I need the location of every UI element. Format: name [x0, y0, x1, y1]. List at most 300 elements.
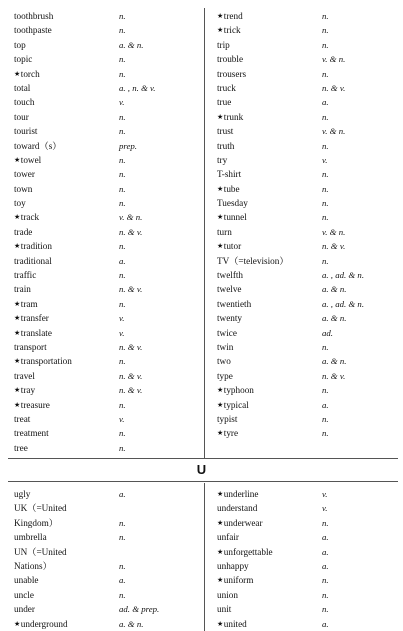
entry-word-text: truck	[217, 82, 236, 93]
entry-part-of-speech: n.	[322, 341, 329, 352]
entry-word	[217, 412, 237, 426]
vocab-entry	[14, 516, 202, 530]
star-marker-icon: ★	[217, 619, 224, 628]
entry-word	[14, 67, 40, 81]
vocab-entry	[217, 52, 397, 66]
vocab-entry	[217, 487, 397, 501]
vocab-entry	[217, 617, 397, 631]
entry-word-text: track	[20, 212, 40, 223]
vocab-entry	[14, 545, 202, 559]
entry-word-text: topic	[14, 54, 33, 65]
entry-word-text: traffic	[14, 270, 37, 281]
entry-part-of-speech: n.	[322, 68, 329, 79]
vocab-entry	[14, 311, 202, 325]
entry-part-of-speech: v.	[119, 313, 125, 324]
entry-word-text: T-shirt	[217, 169, 242, 180]
entry-part-of-speech: n.	[119, 532, 126, 543]
entry-word	[217, 167, 241, 181]
entry-word-text: twelfth	[217, 270, 244, 281]
entry-word-text: Nations）	[14, 560, 52, 571]
vocab-entry	[217, 426, 397, 440]
entry-part-of-speech: n.	[119, 111, 126, 122]
entry-part-of-speech: a.	[119, 255, 126, 266]
entry-word-text: ugly	[14, 489, 31, 499]
entry-word-text: travel	[14, 370, 35, 381]
vocab-entry	[217, 23, 397, 37]
entry-part-of-speech: n.	[119, 25, 126, 36]
entry-word-text: twin	[217, 341, 234, 352]
entry-word	[14, 268, 36, 282]
vocab-entry	[217, 588, 397, 602]
entry-word	[217, 426, 238, 440]
vocab-entry	[14, 182, 202, 196]
vocab-entry	[14, 254, 202, 268]
star-marker-icon: ★	[14, 213, 21, 222]
entry-word-text: type	[217, 370, 233, 381]
entry-word	[217, 153, 227, 167]
entry-word-text: tube	[223, 183, 240, 194]
star-marker-icon: ★	[14, 386, 21, 395]
vocab-entry	[217, 516, 397, 530]
entry-part-of-speech: a. & n.	[322, 284, 347, 295]
vocab-entry	[217, 340, 397, 354]
entry-part-of-speech: a.	[119, 489, 126, 499]
entry-part-of-speech: v.	[119, 97, 125, 108]
star-marker-icon: ★	[217, 12, 224, 20]
entry-part-of-speech: n.	[119, 356, 126, 367]
vocab-entry	[14, 282, 202, 296]
entry-word-text: Tuesday	[217, 198, 248, 209]
entry-part-of-speech: a. , n. & v.	[119, 82, 156, 93]
vocab-entry	[217, 153, 397, 167]
entry-word	[217, 38, 230, 52]
entry-part-of-speech: n.	[119, 54, 126, 65]
entry-word-text: transport	[14, 341, 47, 352]
entry-word-text: trunk	[223, 111, 244, 122]
star-marker-icon: ★	[217, 242, 224, 251]
vocab-entry	[14, 297, 202, 311]
entry-word	[217, 501, 257, 515]
entry-word	[217, 239, 241, 253]
entry-word-text: toward（s）	[14, 140, 62, 151]
entry-part-of-speech: v. & n.	[322, 126, 346, 137]
entry-word-text: tray	[20, 385, 36, 396]
entry-word-text: two	[217, 356, 231, 367]
entry-word	[217, 487, 258, 501]
vocab-entry	[217, 530, 397, 544]
star-marker-icon: ★	[217, 547, 224, 556]
entry-part-of-speech: a.	[322, 560, 329, 571]
entry-part-of-speech: n. & v.	[322, 82, 346, 93]
vocab-entry	[14, 52, 202, 66]
vocab-entry	[217, 95, 397, 109]
vocab-entry	[14, 412, 202, 426]
star-marker-icon: ★	[14, 242, 21, 251]
vocab-entry	[217, 81, 397, 95]
entry-word	[14, 559, 52, 573]
vocab-entry	[14, 617, 202, 631]
star-marker-icon: ★	[217, 429, 224, 438]
entry-part-of-speech: n.	[322, 212, 329, 223]
entry-part-of-speech: n.	[322, 111, 329, 122]
entry-part-of-speech: v. & n.	[322, 54, 346, 65]
u-words-right-column	[217, 487, 397, 631]
entry-word-text: trip	[217, 39, 230, 50]
entry-part-of-speech: a.	[322, 618, 329, 629]
entry-word-text: tradition	[20, 241, 52, 252]
entry-word	[14, 153, 41, 167]
entry-word	[217, 95, 231, 109]
entry-part-of-speech: ad. & prep.	[119, 604, 160, 615]
entry-part-of-speech: n.	[322, 385, 329, 396]
entry-word-text: tyre	[223, 428, 239, 439]
entry-word-text: unhappy	[217, 560, 249, 571]
entry-part-of-speech: v. & n.	[322, 226, 346, 237]
entry-word	[217, 516, 263, 530]
entry-word-text: traditional	[14, 255, 52, 266]
vocab-entry	[217, 559, 397, 573]
entry-word	[217, 617, 247, 631]
entry-word	[217, 67, 246, 81]
entry-word-text: umbrella	[14, 532, 47, 543]
vocab-entry	[14, 573, 202, 587]
entry-part-of-speech: n.	[322, 11, 329, 21]
entry-word	[14, 545, 67, 559]
star-marker-icon: ★	[217, 184, 224, 193]
star-marker-icon: ★	[14, 69, 21, 78]
section-divider-bottom	[8, 481, 398, 482]
entry-word	[14, 182, 32, 196]
entry-word-text: toy	[14, 198, 26, 209]
section-letter-heading: U	[196, 462, 207, 477]
entry-word	[14, 167, 35, 181]
vocab-entry	[217, 67, 397, 81]
entry-part-of-speech: n.	[322, 517, 329, 528]
entry-word	[14, 110, 29, 124]
entry-part-of-speech: n.	[119, 560, 126, 571]
vocab-entry	[217, 282, 397, 296]
entry-word-text: trust	[217, 126, 234, 137]
entry-part-of-speech: v.	[119, 327, 125, 338]
entry-word	[217, 297, 251, 311]
entry-word-text: try	[217, 154, 228, 165]
entry-word-text: typist	[217, 413, 238, 424]
entry-part-of-speech: n.	[322, 39, 329, 50]
vocab-entry	[14, 167, 202, 181]
section-divider-top	[8, 458, 398, 459]
entry-word	[14, 383, 35, 397]
entry-word	[14, 311, 49, 325]
entry-word-text: uncle	[14, 589, 34, 600]
vocab-entry	[217, 412, 397, 426]
entry-word	[14, 139, 61, 153]
entry-word-text: union	[217, 589, 238, 600]
entry-part-of-speech: n. & v.	[119, 284, 143, 295]
entry-part-of-speech: n. & v.	[119, 385, 143, 396]
entry-part-of-speech: n.	[119, 183, 126, 194]
vocab-entry	[14, 196, 202, 210]
vocab-entry	[14, 426, 202, 440]
entry-part-of-speech: n.	[119, 11, 126, 21]
entry-part-of-speech: n.	[322, 198, 329, 209]
vocab-entry	[217, 602, 397, 616]
vocab-entry	[217, 38, 397, 52]
entry-word	[14, 225, 32, 239]
entry-word-text: underwear	[223, 517, 263, 528]
entry-word-text: total	[14, 82, 31, 93]
entry-word	[217, 210, 247, 224]
entry-part-of-speech: n.	[119, 126, 126, 137]
entry-word	[14, 501, 67, 515]
entry-word-text: tutor	[223, 241, 242, 252]
entry-part-of-speech: prep.	[119, 140, 137, 151]
entry-word-text: underground	[20, 618, 68, 629]
vocab-entry	[217, 369, 397, 383]
vocab-entry	[14, 110, 202, 124]
entry-part-of-speech: a.	[322, 97, 329, 108]
entry-word-text: transportation	[20, 356, 72, 367]
vocab-entry	[217, 167, 397, 181]
entry-word	[14, 297, 38, 311]
vocab-entry	[14, 441, 202, 455]
entry-word	[14, 369, 35, 383]
entry-word	[217, 139, 234, 153]
entry-word	[217, 369, 233, 383]
entry-word-text: treatment	[14, 428, 49, 439]
entry-part-of-speech: a. & n.	[119, 39, 144, 50]
entry-word	[14, 196, 26, 210]
u-words-left-column	[14, 487, 202, 631]
entry-word-text: treat	[14, 413, 31, 424]
entry-part-of-speech: a.	[322, 399, 329, 410]
entry-part-of-speech: a.	[119, 575, 126, 586]
vocab-entry	[217, 9, 397, 23]
vocab-entry	[14, 559, 202, 573]
entry-word-text: unit	[217, 604, 232, 615]
entry-word	[217, 326, 237, 340]
entry-part-of-speech: n.	[119, 517, 126, 528]
entry-word	[14, 426, 49, 440]
entry-part-of-speech: n.	[322, 604, 329, 615]
entry-part-of-speech: n. & v.	[322, 241, 346, 252]
entry-word-text: united	[223, 618, 247, 629]
vocab-entry	[217, 326, 397, 340]
vocab-entry	[217, 383, 397, 397]
entry-word-text: understand	[217, 503, 258, 514]
vocab-entry	[14, 210, 202, 224]
entry-part-of-speech: n.	[119, 399, 126, 410]
vocab-entry	[217, 196, 397, 210]
vocab-entry	[14, 340, 202, 354]
entry-word	[217, 124, 233, 138]
vocab-entry	[217, 398, 397, 412]
vocab-entry	[217, 239, 397, 253]
vocab-entry	[14, 487, 202, 501]
entry-word-text: tunnel	[223, 212, 247, 223]
entry-word	[14, 588, 34, 602]
entry-part-of-speech: a. , ad. & n.	[322, 270, 365, 281]
entry-part-of-speech: n.	[119, 298, 126, 309]
entry-word	[14, 398, 50, 412]
vocab-entry	[14, 501, 202, 515]
star-marker-icon: ★	[217, 112, 224, 121]
entry-word-text: translate	[20, 327, 52, 338]
entry-part-of-speech: v. & n.	[119, 212, 143, 223]
entry-part-of-speech: n.	[322, 140, 329, 151]
vocab-entry	[14, 124, 202, 138]
entry-word-text: tram	[20, 298, 38, 309]
entry-part-of-speech: n. & v.	[119, 341, 143, 352]
entry-word-text: train	[14, 284, 31, 295]
entry-word-text: UK（=United	[14, 503, 67, 514]
entry-part-of-speech: ad.	[322, 327, 333, 338]
vocab-entry	[14, 239, 202, 253]
entry-word	[14, 282, 31, 296]
entry-word	[217, 110, 243, 124]
vocab-entry	[217, 210, 397, 224]
vocab-entry	[217, 297, 397, 311]
vocab-entry	[14, 398, 202, 412]
entry-word-text: uniform	[223, 575, 254, 586]
vocab-entry	[217, 139, 397, 153]
entry-part-of-speech: n.	[322, 413, 329, 424]
entry-part-of-speech: v.	[322, 503, 328, 514]
entry-word-text: under	[14, 604, 35, 615]
entry-word	[14, 354, 72, 368]
entry-word	[217, 225, 232, 239]
entry-part-of-speech: v.	[119, 413, 125, 424]
entry-part-of-speech: n.	[119, 154, 126, 165]
entry-word-text: trick	[223, 25, 241, 36]
entry-word-text: torch	[20, 68, 40, 79]
vocab-entry	[217, 311, 397, 325]
star-marker-icon: ★	[14, 400, 21, 409]
entry-word	[14, 38, 26, 52]
star-marker-icon: ★	[217, 576, 224, 585]
entry-word	[14, 530, 47, 544]
entry-word-text: touch	[14, 97, 35, 108]
entry-part-of-speech: v.	[322, 154, 328, 165]
entry-word	[217, 559, 249, 573]
vocab-entry	[14, 326, 202, 340]
entry-word	[217, 254, 289, 268]
entry-word	[217, 602, 231, 616]
vocab-entry	[14, 602, 202, 616]
entry-word-text: twentieth	[217, 298, 252, 309]
vocab-entry	[14, 268, 202, 282]
entry-part-of-speech: n.	[322, 589, 329, 600]
entry-word	[217, 573, 253, 587]
entry-word-text: typical	[223, 399, 249, 410]
star-marker-icon: ★	[14, 328, 21, 337]
vocab-entry	[217, 268, 397, 282]
entry-word	[217, 52, 243, 66]
entry-word-text: top	[14, 39, 26, 50]
entry-word	[217, 182, 240, 196]
entry-part-of-speech: n. & v.	[119, 226, 143, 237]
entry-word	[14, 95, 34, 109]
entry-part-of-speech: a. & n.	[322, 356, 347, 367]
entry-word	[217, 196, 248, 210]
entry-word	[14, 52, 32, 66]
entry-word-text: trend	[223, 11, 243, 21]
entry-part-of-speech: n.	[322, 428, 329, 439]
entry-part-of-speech: a. & n.	[119, 618, 144, 629]
entry-word-text: TV（=television）	[217, 255, 289, 266]
entry-word-text: tree	[14, 442, 28, 453]
entry-word	[14, 602, 35, 616]
entry-part-of-speech: n. & v.	[119, 370, 143, 381]
entry-word	[217, 354, 231, 368]
entry-word	[217, 588, 238, 602]
vocab-entry	[217, 110, 397, 124]
entry-part-of-speech: n.	[119, 68, 126, 79]
entry-word	[217, 9, 243, 23]
entry-part-of-speech: a.	[322, 546, 329, 557]
vocab-entry	[14, 9, 202, 23]
entry-word-text: trouble	[217, 54, 244, 65]
entry-word-text: toothpaste	[14, 25, 52, 36]
star-marker-icon: ★	[217, 518, 224, 527]
entry-word-text: twenty	[217, 313, 243, 324]
entry-word	[217, 311, 242, 325]
entry-word-text: unforgettable	[223, 546, 273, 557]
entry-word-text: trousers	[217, 68, 247, 79]
vocab-entry	[217, 354, 397, 368]
entry-word	[14, 239, 52, 253]
star-marker-icon: ★	[14, 314, 21, 323]
entry-word	[14, 81, 30, 95]
entry-word-text: twice	[217, 327, 237, 338]
vocab-entry	[217, 501, 397, 515]
entry-part-of-speech: n.	[322, 575, 329, 586]
vocab-entry	[14, 67, 202, 81]
vocab-entry	[217, 573, 397, 587]
vocab-entry	[14, 38, 202, 52]
entry-word-text: underline	[223, 489, 259, 499]
entry-word	[217, 268, 243, 282]
entry-part-of-speech: n.	[322, 169, 329, 180]
t-words-left-column	[14, 9, 202, 455]
entry-part-of-speech: a. , ad. & n.	[322, 298, 365, 309]
entry-part-of-speech: n.	[322, 25, 329, 36]
entry-word	[14, 412, 30, 426]
star-marker-icon: ★	[14, 619, 21, 628]
entry-word-text: truth	[217, 140, 235, 151]
entry-word	[14, 617, 68, 631]
entry-part-of-speech: n.	[119, 169, 126, 180]
star-marker-icon: ★	[14, 155, 21, 164]
star-marker-icon: ★	[217, 400, 224, 409]
entry-part-of-speech: n.	[119, 589, 126, 600]
vocab-entry	[14, 225, 202, 239]
vocab-entry	[14, 23, 202, 37]
vocab-entry	[217, 124, 397, 138]
vocab-entry	[14, 369, 202, 383]
star-marker-icon: ★	[14, 357, 21, 366]
entry-word	[217, 23, 241, 37]
entry-word-text: transfer	[20, 313, 49, 324]
star-marker-icon: ★	[217, 213, 224, 222]
vocab-entry	[14, 81, 202, 95]
star-marker-icon: ★	[217, 26, 224, 35]
entry-word-text: UN（=United	[14, 546, 67, 557]
entry-word-text: turn	[217, 226, 232, 237]
vocab-entry	[14, 354, 202, 368]
entry-word-text: unfair	[217, 532, 239, 543]
entry-word	[14, 254, 52, 268]
entry-word	[14, 210, 39, 224]
